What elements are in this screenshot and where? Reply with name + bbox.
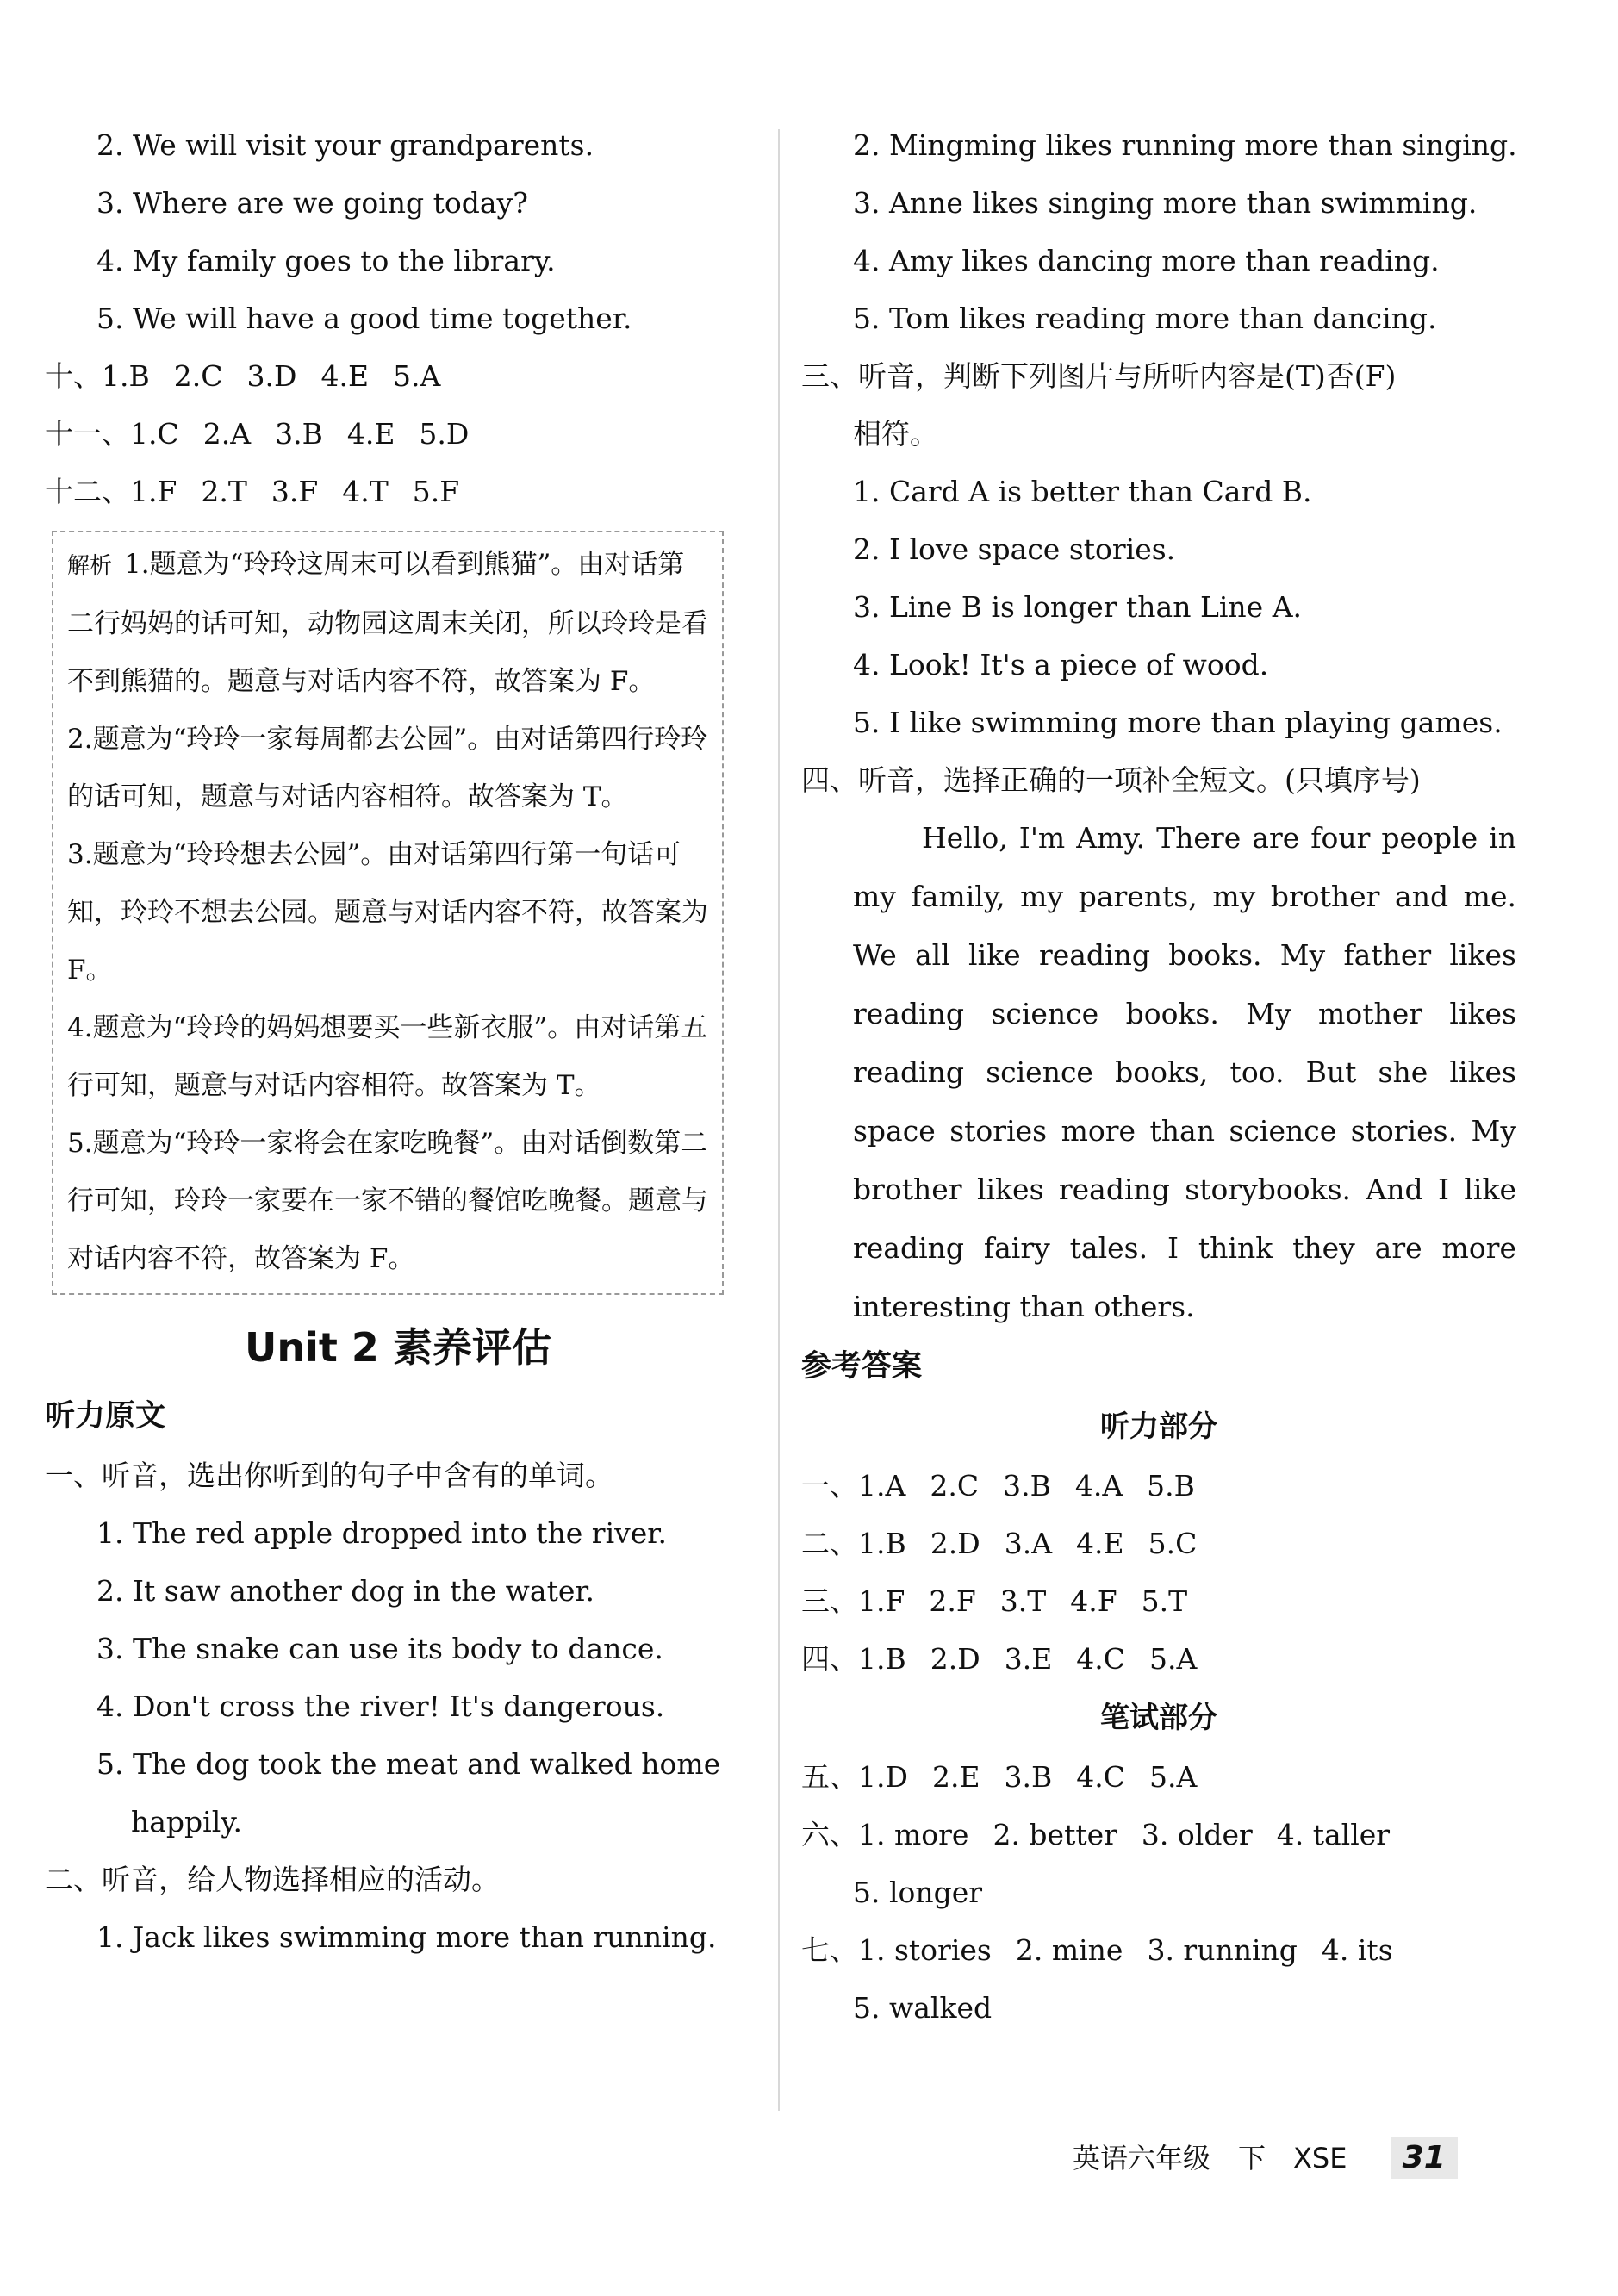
listening-line: 4. My family goes to the library.	[96, 244, 556, 277]
answer-item: 2.C	[930, 1469, 980, 1503]
section1-cont: happily.	[131, 1805, 243, 1839]
answer-label: 二、	[801, 1527, 858, 1560]
section2-line: 3. Anne likes singing more than swimming.	[853, 186, 1478, 220]
answer-item: 2.A	[202, 417, 252, 451]
answer-row	[45, 405, 751, 463]
section1-line: 3. The snake can use its body to dance.	[96, 1632, 663, 1665]
left-column	[45, 116, 751, 1966]
answer-item: 3.B	[1004, 1760, 1053, 1794]
listening-line: 3. Where are we going today?	[96, 186, 528, 220]
answer-item: 3.T	[999, 1584, 1047, 1618]
answer-item: 2.C	[173, 359, 223, 393]
analysis-text: 3.题意为“玲玲想去公园”。由对话第四行第一句话可知，玲玲不想去公园。题意与对话内容不符，故答案为 F。	[67, 839, 708, 986]
answer-item: 3.E	[1004, 1642, 1053, 1676]
section2-line: 4. Amy likes dancing more than reading.	[853, 244, 1440, 277]
answer-row	[801, 1748, 1516, 1806]
analysis-item	[67, 999, 708, 1115]
answer-label: 十二、	[45, 475, 130, 508]
answer-item: 1.F	[130, 475, 177, 508]
analysis-box	[52, 531, 724, 1295]
answer-row	[45, 463, 751, 520]
analysis-text: 5.题意为“玲玲一家将会在家吃晚餐”。由对话倒数第二行可知，玲玲一家要在一家不错的餐馆吃晚餐。题意与对话内容不符，故答案为 F。	[67, 1128, 708, 1274]
analysis-item	[67, 536, 708, 711]
section3-line: 2. I love space stories.	[853, 532, 1176, 566]
answer-item: 3. running	[1147, 1933, 1298, 1967]
analysis-text: 4.题意为“玲玲的妈妈想要买一些新衣服”。由对话第五行可知，题意与对话内容相符。故答案为 T。	[67, 1012, 708, 1101]
section1-line: 1. The red apple dropped into the river.	[96, 1516, 667, 1550]
answer-item: 1.D	[858, 1760, 908, 1794]
answer-row	[801, 1515, 1516, 1572]
answer-item: 5.A	[1149, 1642, 1198, 1676]
answer-label: 四、	[801, 1642, 858, 1676]
answer-label: 十一、	[45, 417, 130, 451]
answer-item: 1.A	[858, 1469, 906, 1503]
section3-line: 5. I like swimming more than playing games.	[853, 706, 1503, 739]
answer-item: 1.F	[858, 1584, 905, 1618]
right-column	[801, 116, 1516, 2037]
answer-item: 5.B	[1147, 1469, 1195, 1503]
listening-part-heading: 听力部分	[1100, 1409, 1217, 1444]
section1-line: 5. The dog took the meat and walked home	[96, 1747, 721, 1781]
answer-item: 2.D	[930, 1642, 980, 1676]
answer-label: 一、	[801, 1469, 858, 1503]
answer-item: 4. taller	[1276, 1818, 1391, 1851]
answer-item: 1. more	[858, 1818, 969, 1851]
section4-title: 四、听音，选择正确的一项补全短文。(只填序号)	[801, 763, 1421, 797]
written-part-heading: 笔试部分	[1100, 1701, 1217, 1735]
section2-title: 二、听音，给人物选择相应的活动。	[45, 1863, 500, 1896]
section3-line: 1. Card A is better than Card B.	[853, 475, 1312, 508]
section3-title-cont: 相符。	[853, 417, 938, 451]
section3-line: 4. Look! It's a piece of wood.	[853, 648, 1269, 681]
section2-line: 5. Tom likes reading more than dancing.	[853, 302, 1437, 335]
answer-item: 2. better	[993, 1818, 1117, 1851]
answer-label: 十、	[45, 359, 102, 393]
answer-item: 5.A	[1149, 1760, 1198, 1794]
page-number: 31	[1391, 2137, 1458, 2179]
section1-title: 一、听音，选出你听到的句子中含有的单词。	[45, 1459, 613, 1492]
answer-item: 2.D	[930, 1527, 980, 1560]
passage: Hello, I'm Amy. There are four people in my family, my parents, my brother and me. We all like reading books. My father likes reading science books. My mother likes reading science books, too. But she likes space stories more than science stories. My brother likes reading storybooks. And I like reading fairy tales. I think they are more interesting than others.	[853, 821, 1516, 1323]
answer-item: 4.C	[1076, 1760, 1126, 1794]
analysis-text: 1.题意为“玲玲这周末可以看到熊猫”。由对话第二行妈妈的话可知，动物园这周末关闭，所以玲玲是看不到熊猫的。题意与对话内容不符，故答案为 F。	[67, 549, 708, 697]
listening-line: 2. We will visit your grandparents.	[96, 128, 594, 162]
answer-item: 2.T	[201, 475, 247, 508]
answer-item: 5.C	[1148, 1527, 1198, 1560]
answer-item: 2.F	[929, 1584, 976, 1618]
answer-item: 3.F	[271, 475, 319, 508]
answer-label: 七、	[801, 1933, 858, 1967]
answer-item: 3.D	[246, 359, 297, 393]
answer-item: 4.F	[1070, 1584, 1117, 1618]
answer-row	[801, 1630, 1516, 1688]
answer-label: 六、	[801, 1818, 858, 1851]
answer-item: 4.E	[320, 359, 370, 393]
answer-item: 2. mine	[1015, 1933, 1123, 1967]
column-divider	[778, 129, 780, 2111]
answer-item: 1.C	[130, 417, 179, 451]
answer-item: 4.E	[1076, 1527, 1124, 1560]
analysis-text: 2.题意为“玲玲一家每周都去公园”。由对话第四行玲玲的话可知，题意与对话内容相符。故答案为 T。	[67, 724, 708, 812]
answer-item: 1.B	[102, 359, 150, 393]
analysis-item	[67, 1115, 708, 1288]
answer-item: 1.B	[858, 1527, 906, 1560]
answer-row	[45, 347, 751, 405]
section1-line: 2. It saw another dog in the water.	[96, 1574, 594, 1608]
listening-line: 5. We will have a good time together.	[96, 302, 632, 335]
answer-item: 4.A	[1074, 1469, 1123, 1503]
answer-row-six	[801, 1806, 1516, 1864]
answer-item: 5.T	[1141, 1584, 1188, 1618]
section1-line: 4. Don't cross the river! It's dangerous.	[96, 1689, 665, 1723]
listening-heading: 听力原文	[45, 1399, 166, 1434]
answer-item: 5.A	[393, 359, 441, 393]
unit-title: Unit 2 素养评估	[245, 1324, 551, 1371]
analysis-item	[67, 826, 708, 999]
answer-item: 3.B	[275, 417, 323, 451]
answer-item: 1. stories	[858, 1933, 992, 1967]
answer-label: 五、	[801, 1760, 858, 1794]
answer-item: 4. its	[1321, 1933, 1393, 1967]
answer-row-six-cont: 5. longer	[853, 1876, 983, 1909]
answer-item: 4.T	[342, 475, 389, 508]
answer-item: 3.A	[1004, 1527, 1053, 1560]
answer-row	[801, 1572, 1516, 1630]
answer-item: 3. older	[1141, 1818, 1253, 1851]
analysis-item	[67, 711, 708, 826]
answer-row-seven	[801, 1921, 1516, 1979]
answer-item: 1.B	[858, 1642, 906, 1676]
section3-title: 三、听音，判断下列图片与所听内容是(T)否(F)	[801, 359, 1397, 393]
answer-label: 三、	[801, 1584, 858, 1618]
answer-item: 4.E	[346, 417, 395, 451]
answer-row-seven-cont: 5. walked	[853, 1991, 993, 2025]
ref-heading: 参考答案	[801, 1349, 923, 1384]
section3-line: 3. Line B is longer than Line A.	[853, 590, 1303, 624]
answer-item: 2.E	[931, 1760, 980, 1794]
section2-line: 2. Mingming likes running more than singing.	[853, 128, 1517, 162]
answer-item: 5.D	[419, 417, 470, 451]
section2-first: 1. Jack likes swimming more than running.	[96, 1920, 717, 1954]
answer-item: 5.F	[412, 475, 460, 508]
analysis-tag: 解析	[67, 553, 113, 579]
answer-item: 4.C	[1076, 1642, 1126, 1676]
page-footer	[1073, 2137, 1458, 2179]
answer-row	[801, 1457, 1516, 1515]
book-label: 英语六年级 下 XSE	[1073, 2142, 1347, 2175]
answer-item: 3.B	[1003, 1469, 1051, 1503]
